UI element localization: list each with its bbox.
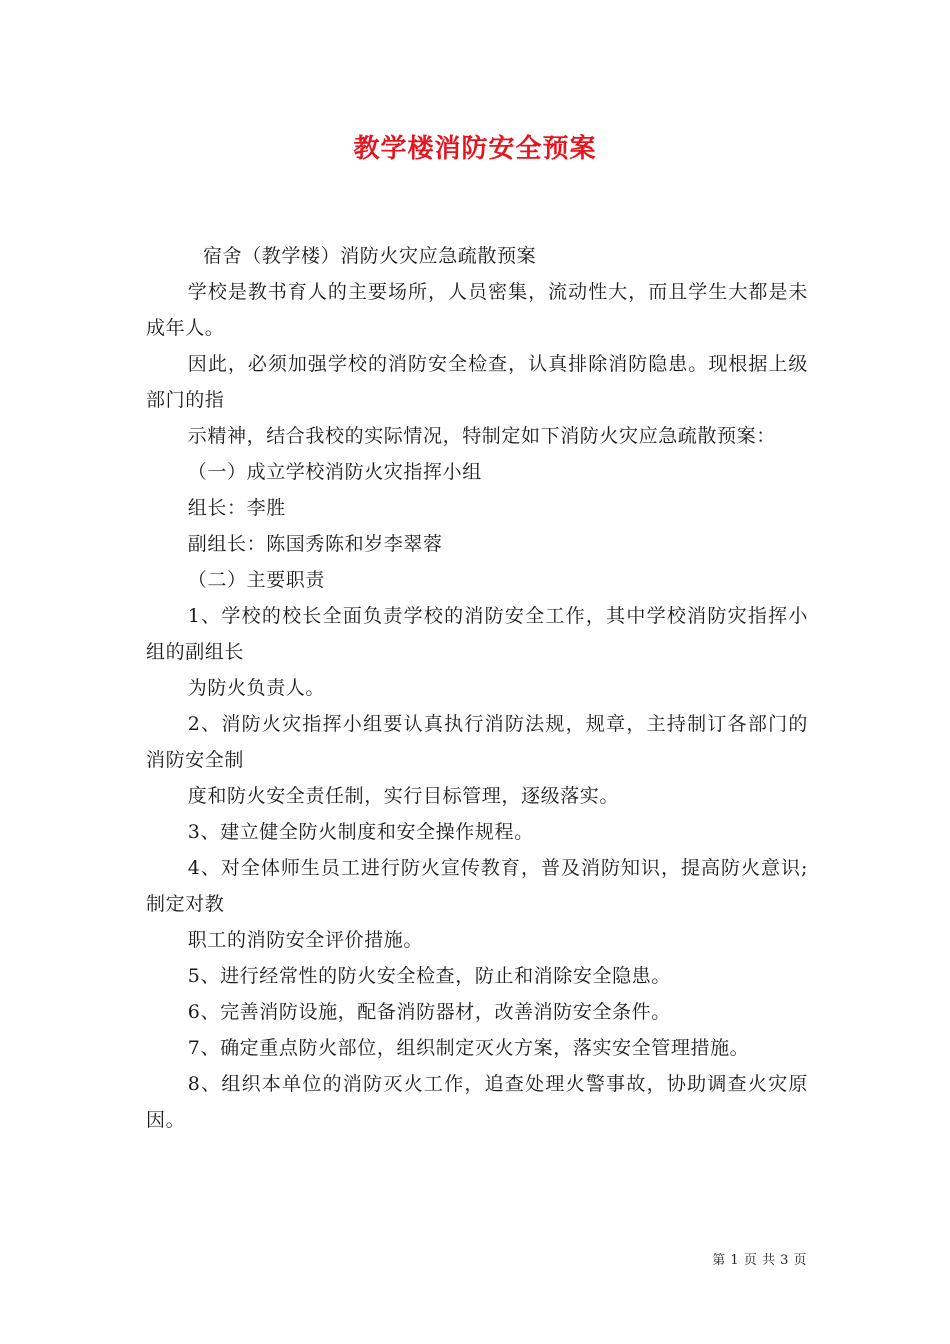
list-item: 1、学校的校长全面负责学校的消防安全工作，其中学校消防灾指挥小组的副组长	[146, 605, 808, 663]
page-number: 第 1 页 共 3 页	[712, 1253, 807, 1268]
list-item: 8、组织本单位的消防灭火工作，追查处理火警事故，协助调查火灾原因。	[146, 1073, 808, 1131]
document-body	[146, 238, 808, 1138]
list-item-continuation: 为防火负责人。	[187, 677, 325, 699]
list-item: 4、对全体师生员工进行防火宣传教育，普及消防知识，提高防火意识;制定对教	[146, 857, 808, 915]
paragraph: 组长：李胜	[187, 497, 286, 519]
paragraph: 因此，必须加强学校的消防安全检查，认真排除消防隐患。现根据上级部门的指	[146, 353, 808, 411]
paragraph: 宿舍（教学楼）消防火灾应急疏散预案	[203, 245, 537, 267]
paragraph: 副组长：陈国秀陈和岁李翠蓉	[187, 533, 443, 555]
list-item-continuation: 度和防火安全责任制，实行目标管理，逐级落实。	[187, 785, 619, 807]
list-item: 5、进行经常性的防火安全检查，防止和消除安全隐患。	[187, 965, 671, 987]
document-title: 教学楼消防安全预案	[353, 134, 597, 164]
list-item: 2、消防火灾指挥小组要认真执行消防法规，规章，主持制订各部门的消防安全制	[146, 713, 808, 771]
list-item: 6、完善消防设施，配备消防器材，改善消防安全条件。	[187, 1001, 671, 1023]
list-item-continuation: 职工的消防安全评价措施。	[187, 929, 423, 951]
list-item: 3、建立健全防火制度和安全操作规程。	[187, 821, 534, 843]
section-heading: （二）主要职责	[187, 569, 325, 591]
paragraph: 示精神，结合我校的实际情况，特制定如下消防火灾应急疏散预案：	[187, 425, 776, 447]
paragraph: 学校是教书育人的主要场所，人员密集，流动性大，而且学生大都是未成年人。	[146, 281, 808, 339]
list-item: 7、确定重点防火部位，组织制定灭火方案，落实安全管理措施。	[187, 1037, 750, 1059]
section-heading: （一）成立学校消防火灾指挥小组	[187, 461, 482, 483]
